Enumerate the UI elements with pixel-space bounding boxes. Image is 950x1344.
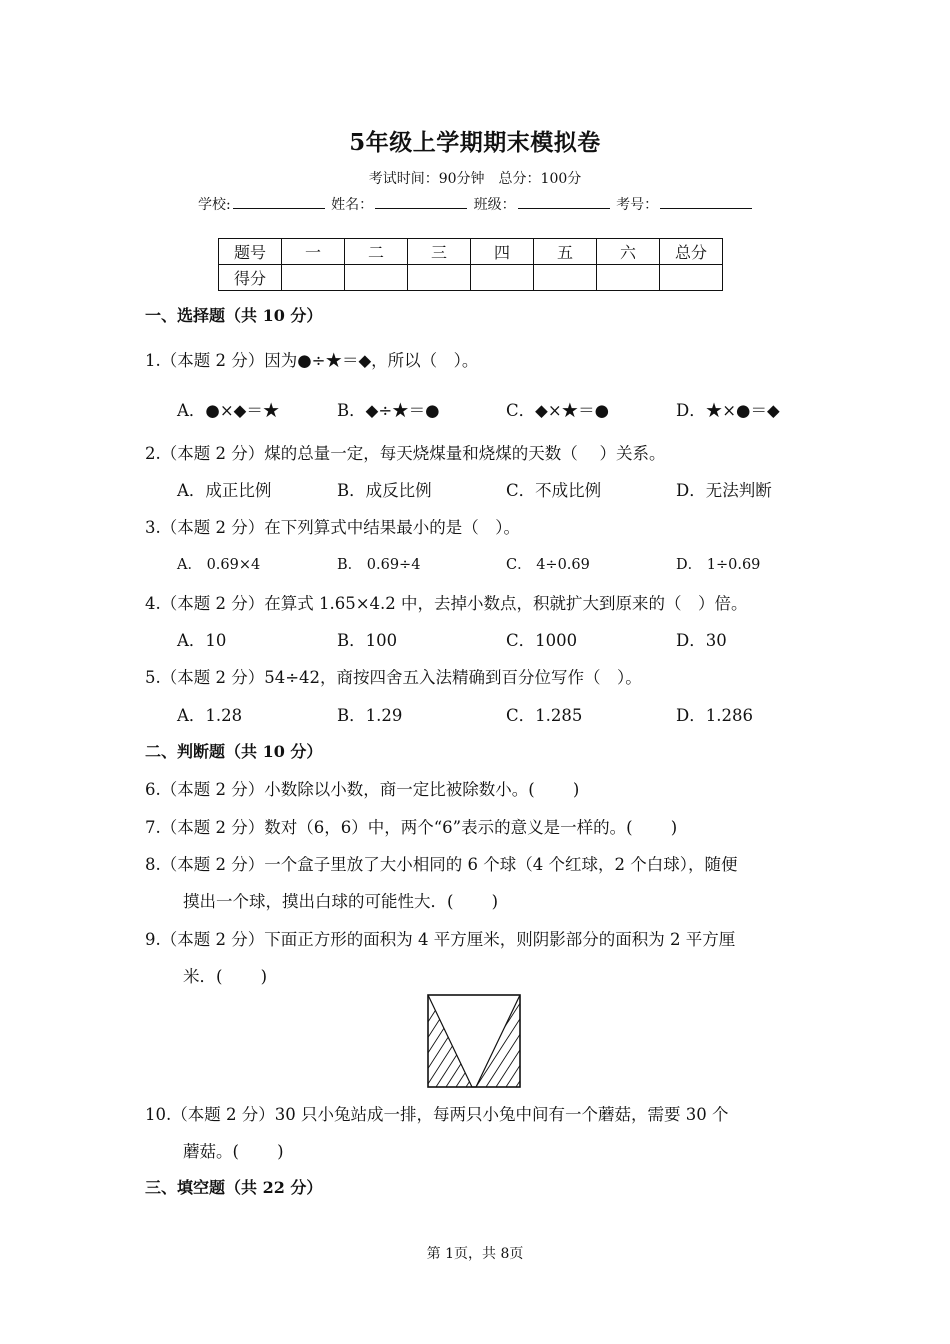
q4-option-b: B．100 (337, 631, 398, 650)
q3-option-a: A． 0.69×4 (177, 557, 261, 573)
section-title-fill-blank: 三、填空题（共 22 分） (145, 1178, 323, 1197)
q3-option-d: D． 1÷0.69 (676, 557, 761, 573)
question-10-line-1: 10.（本题 2 分）30 只小兔站成一排，每两只小兔中间有一个蘑菇，需要 30 个 (145, 1105, 729, 1124)
score-cell (660, 265, 723, 291)
q1-option-d: D．★×●＝◆ (676, 401, 780, 420)
score-cell (408, 265, 471, 291)
question-4: 4.（本题 2 分）在算式 1.65×4.2 中，去掉小数点，积就扩大到原来的（ ）倍。 (145, 594, 748, 613)
page-footer: 第 1页，共 8页 (426, 1246, 524, 1262)
q5-option-c: C．1.285 (506, 706, 583, 725)
exam-no-blank (660, 196, 752, 209)
field-label-class: 班级： (473, 197, 516, 213)
question-3: 3.（本题 2 分）在下列算式中结果最小的是（ ）。 (145, 518, 520, 537)
q4-option-d: D．30 (676, 631, 727, 650)
score-header-cell: 总分 (660, 239, 723, 265)
score-header-cell: 二 (345, 239, 408, 265)
school-blank (233, 196, 325, 209)
q1-option-a: A．●×◆＝★ (177, 401, 280, 420)
section-title-choice: 一、选择题（共 10 分） (145, 306, 323, 325)
field-label-exam-no: 考号： (616, 197, 659, 213)
score-header-cell: 六 (597, 239, 660, 265)
score-cell (345, 265, 408, 291)
question-9-line-1: 9.（本题 2 分）下面正方形的面积为 4 平方厘米，则阴影部分的面积为 2 平方厘 (145, 930, 736, 949)
q5-option-a: A．1.28 (177, 706, 243, 725)
score-header-cell: 题号 (219, 239, 282, 265)
score-header-cell: 一 (282, 239, 345, 265)
q5-option-d: D．1.286 (676, 706, 753, 725)
score-cell (534, 265, 597, 291)
class-blank (518, 196, 610, 209)
q2-option-c: C．不成比例 (506, 481, 602, 500)
score-cell (597, 265, 660, 291)
score-header-cell: 五 (534, 239, 597, 265)
field-label-school: 学校: (198, 197, 231, 213)
page-title: 5年级上学期期末模拟卷 (349, 129, 601, 156)
q1-option-b: B．◆÷★＝● (337, 401, 440, 420)
q2-option-d: D．无法判断 (676, 481, 772, 500)
score-cell (471, 265, 534, 291)
q1-option-c: C．◆×★＝● (506, 401, 610, 420)
question-8-line-2: 摸出一个球，摸出白球的可能性大．( ) (183, 892, 499, 911)
score-header-cell: 四 (471, 239, 534, 265)
score-table (218, 238, 723, 291)
q2-option-b: B．成反比例 (337, 481, 432, 500)
score-row-label: 得分 (219, 265, 282, 291)
score-table-header-row (219, 239, 723, 265)
q2-option-a: A．成正比例 (177, 481, 272, 500)
question-6: 6.（本题 2 分）小数除以小数，商一定比被除数小。( ) (145, 780, 580, 799)
student-info-fields (198, 194, 754, 214)
question-8-line-1: 8.（本题 2 分）一个盒子里放了大小相同的 6 个球（4 个红球，2 个白球），随便 (145, 855, 738, 874)
exam-meta: 考试时间：90分钟 总分：100分 (368, 171, 582, 187)
score-header-cell: 三 (408, 239, 471, 265)
field-label-name: 姓名： (331, 197, 374, 213)
question-10-line-2: 蘑菇。( ) (183, 1142, 284, 1161)
name-blank (375, 196, 467, 209)
q4-option-a: A．10 (177, 631, 227, 650)
q5-option-b: B．1.29 (337, 706, 403, 725)
question-7: 7.（本题 2 分）数对（6，6）中，两个“6”表示的意义是一样的。( ) (145, 818, 678, 837)
section-title-judgement: 二、判断题（共 10 分） (145, 742, 323, 761)
question-5: 5.（本题 2 分）54÷42，商按四舍五入法精确到百分位写作（ ）。 (145, 668, 642, 687)
shaded-square-figure (426, 993, 522, 1089)
question-2: 2.（本题 2 分）煤的总量一定，每天烧煤量和烧煤的天数（ ）关系。 (145, 444, 666, 463)
q3-option-b: B． 0.69÷4 (337, 557, 421, 573)
score-table-score-row (219, 265, 723, 291)
q3-option-c: C． 4÷0.69 (506, 557, 590, 573)
question-1: 1.（本题 2 分）因为●÷★＝◆，所以（ ）。 (145, 351, 479, 370)
score-cell (282, 265, 345, 291)
q4-option-c: C．1000 (506, 631, 578, 650)
question-9-line-2: 米．( ) (183, 967, 268, 986)
